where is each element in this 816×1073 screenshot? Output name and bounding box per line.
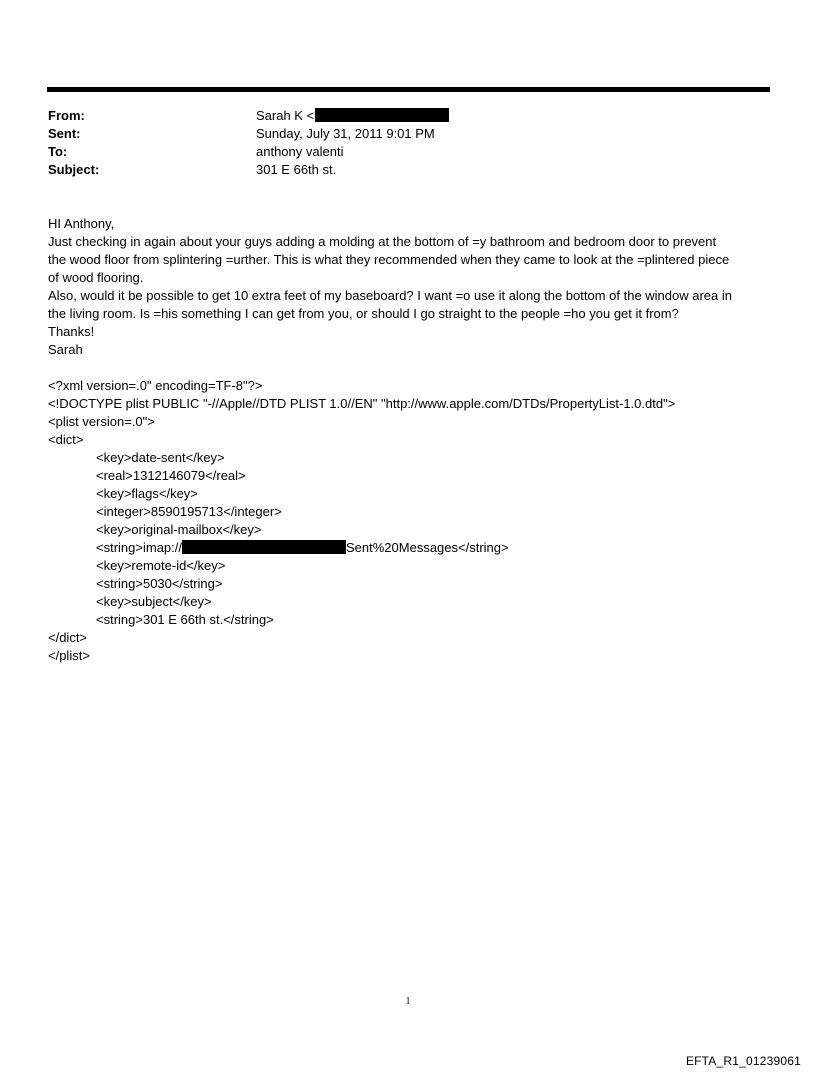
spacer	[48, 359, 773, 377]
top-divider	[47, 87, 770, 92]
plist-entry: <real>1312146079</real>	[96, 468, 246, 483]
redaction-bar	[182, 540, 346, 554]
sent-label: Sent:	[48, 126, 81, 141]
mailbox-prefix: <string>imap://	[96, 540, 182, 555]
plist-entry: <string>301 E 66th st.</string>	[96, 612, 274, 627]
plist-open-tag: <plist version=.0">	[48, 414, 155, 429]
to-value: anthony valenti	[256, 144, 344, 159]
body-line: the living room. Is =his something I can get from you, or should I go straight to the people =ho you get it from?	[48, 306, 679, 321]
plist-entry-mailbox	[48, 539, 773, 557]
to-label: To:	[48, 144, 68, 159]
dict-open-tag: <dict>	[48, 432, 84, 447]
email-body	[48, 215, 773, 665]
sent-value: Sunday, July 31, 2011 9:01 PM	[256, 126, 435, 141]
redaction-bar	[315, 108, 449, 122]
body-line: of wood flooring.	[48, 270, 144, 285]
document-id: EFTA_R1_01239061	[685, 1054, 801, 1068]
from-name: Sarah K <	[256, 108, 315, 123]
signature: Sarah	[48, 342, 83, 357]
plist-entry: <key>subject</key>	[96, 594, 212, 609]
from-value	[256, 107, 449, 125]
plist-entry: <integer>8590195713</integer>	[96, 504, 282, 519]
greeting: HI Anthony,	[48, 216, 115, 231]
plist-entry: <key>flags</key>	[96, 486, 198, 501]
plist-doctype: <!DOCTYPE plist PUBLIC "-//Apple//DTD PLIST 1.0//EN" "http://www.apple.com/DTDs/PropertyList-1.0.dtd">	[48, 396, 676, 411]
plist-close-tag: </plist>	[48, 648, 90, 663]
plist-entry: <string>5030</string>	[96, 576, 223, 591]
body-line: Also, would it be possible to get 10 extra feet of my baseboard? I want =o use it along the bottom of the window area in	[48, 288, 732, 303]
subject-value: 301 E 66th st.	[256, 162, 337, 177]
body-line: the wood floor from splintering =urther. This is what they recommended when they came to look at the =plintered piece	[48, 252, 730, 267]
plist-entry: <key>original-mailbox</key>	[96, 522, 262, 537]
body-line: Just checking in again about your guys adding a molding at the bottom of =y bathroom and bedroom door to prevent	[48, 234, 717, 249]
dict-close-tag: </dict>	[48, 630, 88, 645]
subject-label: Subject:	[48, 162, 100, 177]
plist-entry: <key>date-sent</key>	[96, 450, 225, 465]
plist-xml-declaration: <?xml version=.0" encoding=TF-8"?>	[48, 378, 263, 393]
page-number: 1	[405, 996, 411, 1007]
plist-entry: <key>remote-id</key>	[96, 558, 226, 573]
thanks-line: Thanks!	[48, 324, 95, 339]
mailbox-suffix: Sent%20Messages</string>	[346, 540, 509, 555]
from-label: From:	[48, 108, 85, 123]
